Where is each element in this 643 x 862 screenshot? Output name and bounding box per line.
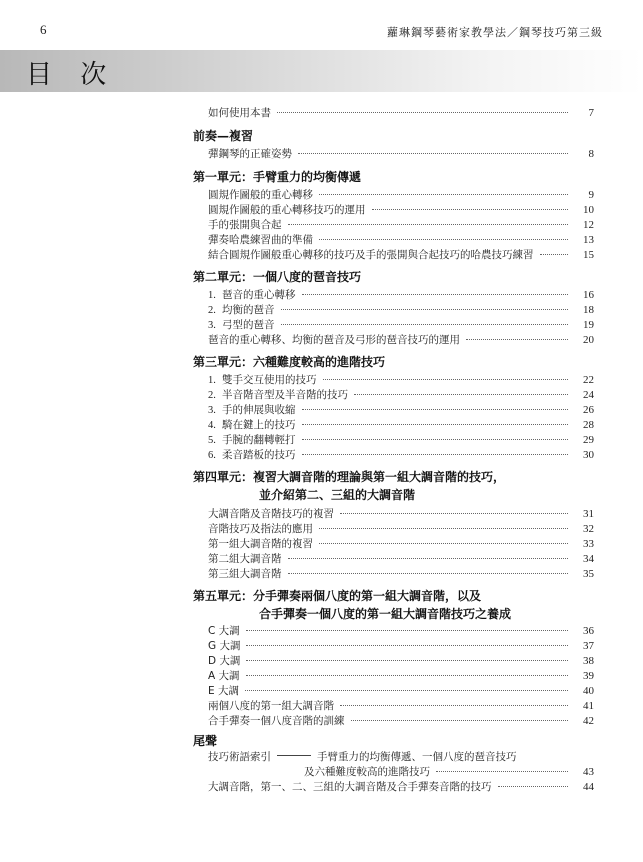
entry-label: 第三組大調音階	[208, 568, 282, 580]
section-heading: 第二單元：一個八度的琶音技巧	[193, 270, 362, 284]
entry-label: 琶音的重心轉移、均衡的琶音及弓形的琶音技巧的運用	[208, 334, 460, 346]
entry-label: A 大調	[208, 670, 240, 682]
toc-entry[interactable]	[208, 106, 594, 121]
toc-entry[interactable]	[208, 714, 594, 729]
leader-dots	[302, 424, 569, 425]
leader-dots	[288, 573, 569, 574]
toc-entry[interactable]	[208, 303, 594, 318]
entry-number: 1.	[208, 375, 216, 386]
entry-label: 大調音階及音階技巧的複習	[208, 508, 334, 520]
entry-label: 音階技巧及指法的應用	[208, 523, 313, 535]
toc-entry[interactable]	[208, 433, 594, 448]
entry-page: 40	[583, 685, 594, 697]
entry-page: 42	[583, 715, 594, 727]
book-title: 蘿琳鋼琴藝術家教學法／鋼琴技巧第三級	[387, 27, 603, 39]
section-heading: 尾聲	[193, 734, 218, 748]
section-heading: 第三單元：六種難度較高的進階技巧	[193, 355, 386, 369]
entry-page: 20	[583, 334, 594, 346]
entry-label: 均衡的琶音	[222, 304, 275, 316]
leader-dots	[340, 513, 568, 514]
leader-dots	[246, 675, 568, 676]
toc-entry[interactable]	[208, 507, 594, 522]
glossary-label: 技巧術語索引	[208, 751, 271, 763]
toc-entry[interactable]	[208, 567, 594, 582]
toc-title: 目 次	[26, 60, 117, 90]
leader-dots	[288, 224, 569, 225]
entry-page: 15	[583, 249, 594, 261]
toc-banner	[0, 50, 643, 92]
entry-label: 手的伸展與收縮	[222, 404, 296, 416]
entry-page: 9	[588, 189, 594, 201]
section-heading: 第五單元：分手彈奏兩個八度的第一組大調音階，以及	[193, 589, 482, 603]
entry-page: 16	[583, 289, 594, 301]
leader-dots	[540, 254, 569, 255]
entry-label: G 大調	[208, 640, 241, 652]
leader-dots	[281, 324, 569, 325]
leader-dots	[298, 153, 568, 154]
toc-entry[interactable]	[208, 203, 594, 218]
section-heading: 第四單元：複習大調音階的理論與第一組大調音階的技巧，	[193, 470, 506, 484]
section-heading-continued: 並介紹第二、三組的大調音階	[259, 488, 416, 502]
section-heading: 前奏—複習	[193, 129, 254, 143]
entry-label: 大調音階，第一、二、三組的大調音階及合手彈奏音階的技巧	[208, 781, 492, 793]
leader-dots	[319, 528, 568, 529]
page-number: 6	[40, 22, 47, 37]
toc-entry[interactable]	[208, 333, 594, 348]
entry-label: 及六種難度較高的進階技巧	[304, 766, 430, 778]
entry-page: 41	[583, 700, 594, 712]
glossary-description: 手臂重力的均衡傳遞、一個八度的琶音技巧	[317, 751, 517, 763]
entry-page: 32	[583, 523, 594, 535]
entry-page: 30	[583, 449, 594, 461]
glossary-entry-line1[interactable]	[208, 750, 517, 765]
entry-label: 半音階音型及半音階的技巧	[222, 389, 348, 401]
entry-page: 24	[583, 389, 594, 401]
leader-dots	[372, 209, 569, 210]
entry-page: 37	[583, 640, 594, 652]
leader-dots	[436, 771, 568, 772]
entry-label: 手的張開與合起	[208, 219, 282, 231]
entry-number: 3.	[208, 405, 216, 416]
leader-dots	[302, 409, 569, 410]
entry-number: 1.	[208, 290, 216, 301]
toc-entry[interactable]	[208, 624, 594, 639]
toc-entry[interactable]	[208, 684, 594, 699]
dash-separator	[277, 755, 311, 756]
entry-page: 31	[583, 508, 594, 520]
entry-page: 7	[588, 107, 594, 119]
toc-entry[interactable]	[208, 448, 594, 463]
entry-label: 合手彈奏一個八度音階的訓練	[208, 715, 345, 727]
entry-label: 手腕的翻轉輕打	[222, 434, 296, 446]
entry-label: 兩個八度的第一組大調音階	[208, 700, 334, 712]
leader-dots	[246, 630, 568, 631]
entry-label: 圓規作圖般的重心轉移技巧的運用	[208, 204, 366, 216]
toc-entry[interactable]	[208, 522, 594, 537]
toc-entry[interactable]	[208, 318, 594, 333]
entry-label: 雙手交互使用的技巧	[222, 374, 317, 386]
toc-entry[interactable]	[208, 418, 594, 433]
toc-entry[interactable]	[208, 780, 594, 795]
entry-page: 39	[583, 670, 594, 682]
entry-label: 如何使用本書	[208, 107, 271, 119]
entry-label: 弓型的琶音	[222, 319, 275, 331]
entry-label: 圓規作圖般的重心轉移	[208, 189, 313, 201]
entry-page: 35	[583, 568, 594, 580]
leader-dots	[288, 558, 569, 559]
entry-page: 12	[583, 219, 594, 231]
entry-page: 26	[583, 404, 594, 416]
toc-entry[interactable]	[208, 218, 594, 233]
entry-page: 33	[583, 538, 594, 550]
entry-page: 19	[583, 319, 594, 331]
entry-number: 3.	[208, 320, 216, 331]
section-heading: 第一單元：手臂重力的均衡傳遞	[193, 170, 362, 184]
leader-dots	[319, 194, 568, 195]
entry-page: 34	[583, 553, 594, 565]
leader-dots	[319, 239, 568, 240]
entry-number: 4.	[208, 420, 216, 431]
entry-number: 6.	[208, 450, 216, 461]
toc-entry[interactable]	[208, 373, 594, 388]
entry-label: 彈奏哈農練習曲的準備	[208, 234, 313, 246]
toc-entry[interactable]	[208, 188, 594, 203]
entry-label: D 大調	[208, 655, 241, 667]
entry-page: 18	[583, 304, 594, 316]
entry-page: 8	[588, 148, 594, 160]
entry-page: 38	[583, 655, 594, 667]
entry-page: 43	[583, 766, 594, 778]
entry-label: 第二組大調音階	[208, 553, 282, 565]
toc-entry[interactable]	[208, 403, 594, 418]
entry-label: 琶音的重心轉移	[222, 289, 296, 301]
entry-page: 29	[583, 434, 594, 446]
entry-number: 5.	[208, 435, 216, 446]
leader-dots	[302, 294, 569, 295]
toc-entry[interactable]	[208, 654, 594, 669]
toc-entry[interactable]	[208, 537, 594, 552]
entry-label: 彈鋼琴的正確姿勢	[208, 148, 292, 160]
leader-dots	[498, 786, 569, 787]
leader-dots	[245, 690, 568, 691]
leader-dots	[466, 339, 568, 340]
entry-label: C 大調	[208, 625, 240, 637]
leader-dots	[323, 379, 569, 380]
leader-dots	[340, 705, 568, 706]
toc-entry[interactable]	[208, 147, 594, 162]
entry-label: 第一組大調音階的複習	[208, 538, 313, 550]
leader-dots	[319, 543, 568, 544]
entry-label: 騎在鍵上的技巧	[222, 419, 296, 431]
leader-dots	[351, 720, 569, 721]
toc-entry[interactable]	[208, 388, 594, 403]
toc-entry[interactable]	[208, 288, 594, 303]
toc-entry[interactable]	[208, 248, 594, 263]
leader-dots	[354, 394, 568, 395]
entry-page: 44	[583, 781, 594, 793]
leader-dots	[302, 454, 569, 455]
leader-dots	[246, 660, 568, 661]
entry-number: 2.	[208, 305, 216, 316]
toc-entry[interactable]	[304, 765, 594, 780]
entry-number: 2.	[208, 390, 216, 401]
leader-dots	[302, 439, 569, 440]
entry-page: 22	[583, 374, 594, 386]
toc-entry[interactable]	[208, 669, 594, 684]
toc-entry[interactable]	[208, 639, 594, 654]
entry-label: 柔音踏板的技巧	[222, 449, 296, 461]
entry-label: 結合圓規作圖般重心轉移的技巧及手的張開與合起技巧的哈農技巧練習	[208, 249, 534, 261]
toc-entry[interactable]	[208, 552, 594, 567]
entry-label: E 大調	[208, 685, 239, 697]
entry-page: 13	[583, 234, 594, 246]
leader-dots	[281, 309, 569, 310]
toc-entry[interactable]	[208, 233, 594, 248]
entry-page: 28	[583, 419, 594, 431]
section-heading-continued: 合手彈奏一個八度的第一組大調音階技巧之養成	[259, 607, 512, 621]
leader-dots	[246, 645, 568, 646]
entry-page: 10	[583, 204, 594, 216]
toc-entry[interactable]	[208, 699, 594, 714]
entry-page: 36	[583, 625, 594, 637]
leader-dots	[277, 112, 568, 113]
